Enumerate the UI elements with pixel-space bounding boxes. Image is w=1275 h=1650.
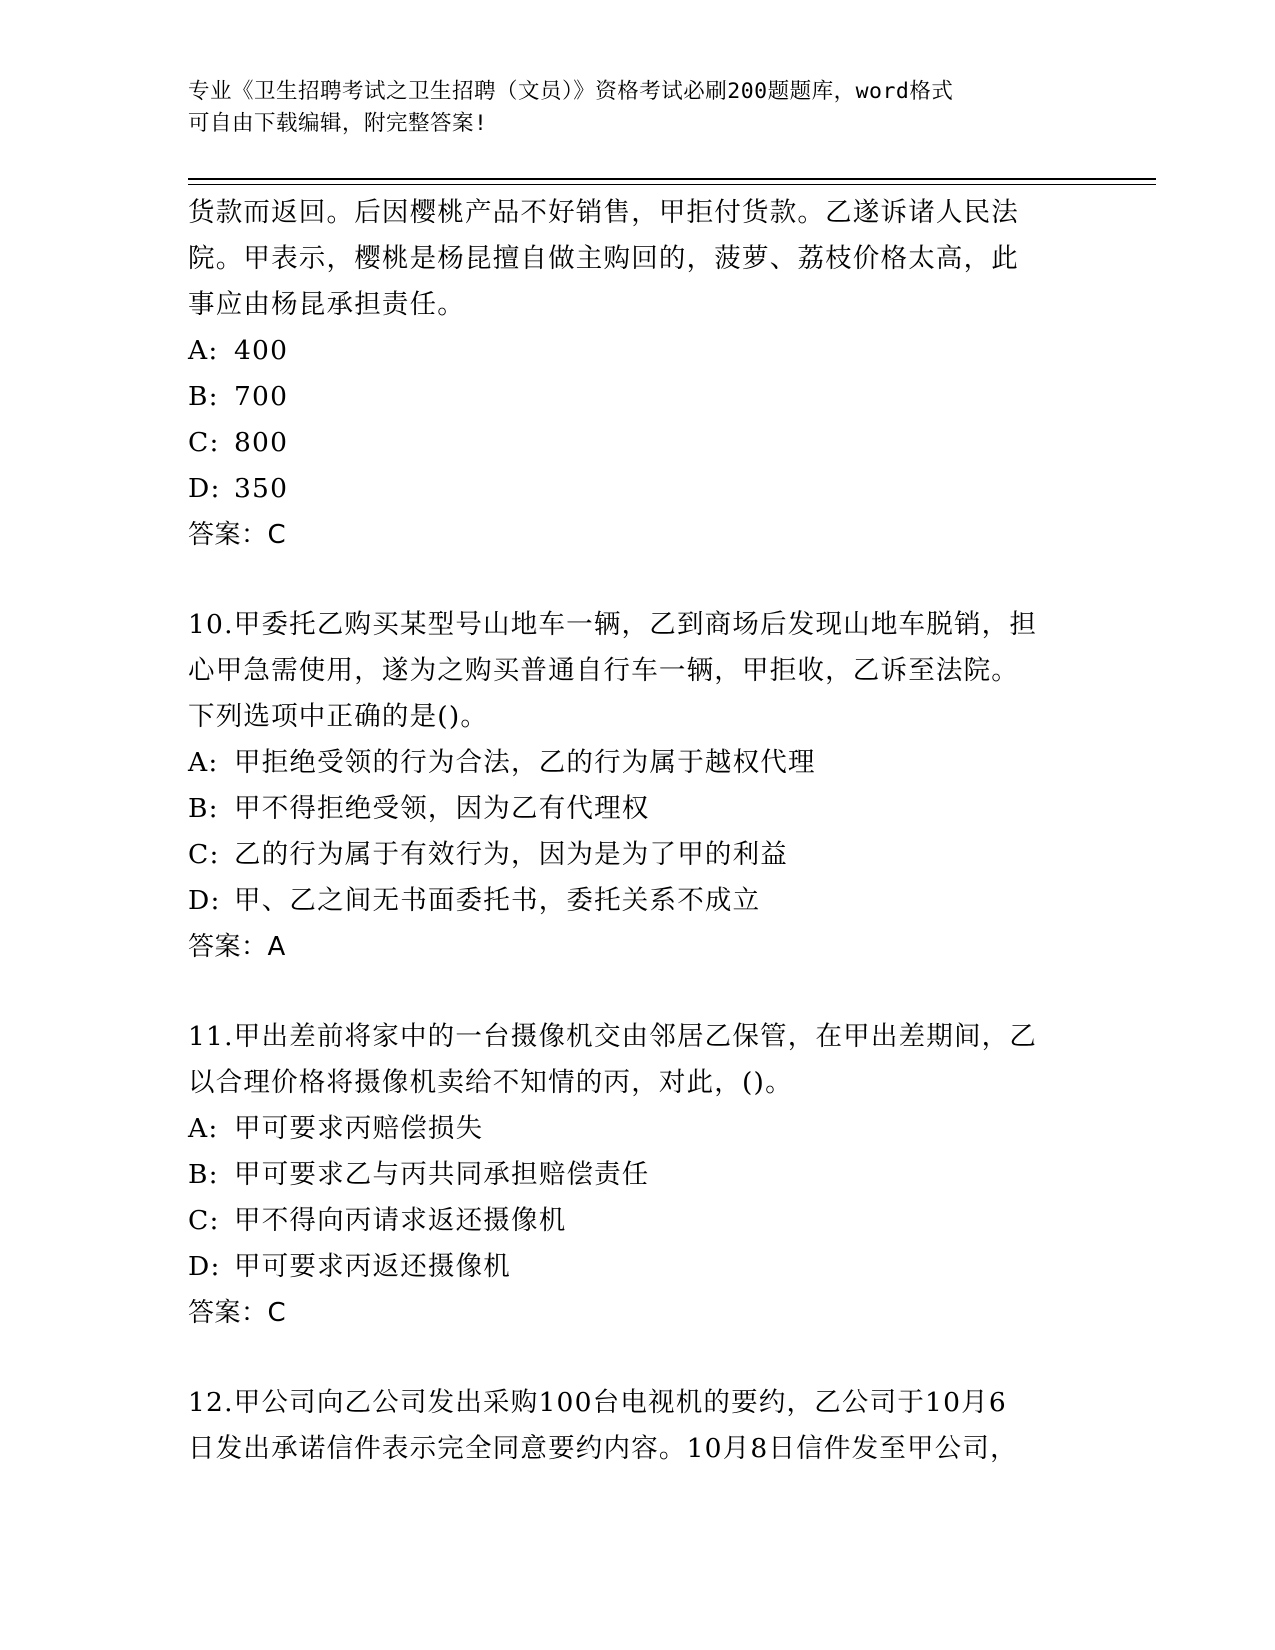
option-a (188, 328, 1088, 374)
question-text-line: 事应由杨昆承担责任。 (188, 289, 465, 320)
option-a (188, 740, 1088, 786)
question-text-line: 院。甲表示，樱桃是杨昆擅自做主购回的，菠萝、荔枝价格太高，此 (188, 243, 1019, 274)
answer-line: 答案：C (188, 1298, 287, 1328)
option-b (188, 374, 1088, 420)
option-key: B: (188, 1159, 219, 1190)
question-10 (188, 602, 1088, 970)
question-content (188, 190, 1088, 1472)
header-title-line-1: 专业《卫生招聘考试之卫生招聘（文员）》资格考试必刷200题题库，word格式 (188, 79, 954, 104)
option-text: 400 (234, 335, 289, 366)
question-spacer (188, 1336, 1088, 1380)
option-key: D: (188, 1251, 221, 1282)
option-text: 甲拒绝受领的行为合法，乙的行为属于越权代理 (234, 747, 816, 778)
option-text: 甲可要求丙赔偿损失 (234, 1113, 484, 1144)
option-key: A: (188, 1113, 219, 1144)
question-text-line: 日发出承诺信件表示完全同意要约内容。10月8日信件发至甲公司， (188, 1433, 1018, 1464)
option-key: D: (188, 473, 221, 504)
option-b (188, 1152, 1088, 1198)
option-b (188, 786, 1088, 832)
header-title-line-2: 可自由下载编辑，附完整答案! (188, 111, 488, 136)
question-text-line: 11.甲出差前将家中的一台摄像机交由邻居乙保管，在甲出差期间，乙 (188, 1021, 1038, 1052)
answer-line: 答案：C (188, 520, 287, 550)
option-key: C: (188, 427, 220, 458)
document-header (188, 76, 1068, 140)
answer-line: 答案：A (188, 932, 286, 962)
question-spacer (188, 970, 1088, 1014)
option-text: 350 (234, 473, 289, 504)
option-d (188, 1244, 1088, 1290)
question-text-line: 以合理价格将摄像机卖给不知情的丙，对此，()。 (188, 1067, 793, 1098)
option-text: 甲可要求丙返还摄像机 (234, 1251, 511, 1282)
header-rule-thin (188, 184, 1156, 185)
option-text: 800 (234, 427, 289, 458)
option-d (188, 466, 1088, 512)
option-text: 700 (234, 381, 289, 412)
option-key: A: (188, 747, 219, 778)
question-text-line: 货款而返回。后因樱桃产品不好销售，甲拒付货款。乙遂诉诸人民法 (188, 197, 1019, 228)
option-key: B: (188, 793, 219, 824)
option-text: 甲不得向丙请求返还摄像机 (234, 1205, 567, 1236)
option-text: 甲、乙之间无书面委托书，委托关系不成立 (234, 885, 761, 916)
question-9-fragment (188, 190, 1088, 558)
option-c (188, 832, 1088, 878)
option-text: 甲不得拒绝受领，因为乙有代理权 (234, 793, 650, 824)
option-key: B: (188, 381, 219, 412)
question-text-line: 10.甲委托乙购买某型号山地车一辆，乙到商场后发现山地车脱销，担 (188, 609, 1038, 640)
option-key: C: (188, 839, 220, 870)
option-c (188, 420, 1088, 466)
option-c (188, 1198, 1088, 1244)
option-d (188, 878, 1088, 924)
header-rule-thick (188, 178, 1156, 180)
question-spacer (188, 558, 1088, 602)
question-text-line: 下列选项中正确的是()。 (188, 701, 489, 732)
option-key: C: (188, 1205, 220, 1236)
option-text: 乙的行为属于有效行为，因为是为了甲的利益 (234, 839, 788, 870)
question-12 (188, 1380, 1088, 1472)
option-key: A: (188, 335, 219, 366)
question-text-line: 心甲急需使用，遂为之购买普通自行车一辆，甲拒收，乙诉至法院。 (188, 655, 1019, 686)
option-key: D: (188, 885, 221, 916)
question-11 (188, 1014, 1088, 1336)
option-a (188, 1106, 1088, 1152)
question-text-line: 12.甲公司向乙公司发出采购100台电视机的要约，乙公司于10月6 (188, 1387, 1007, 1418)
option-text: 甲可要求乙与丙共同承担赔偿责任 (234, 1159, 650, 1190)
